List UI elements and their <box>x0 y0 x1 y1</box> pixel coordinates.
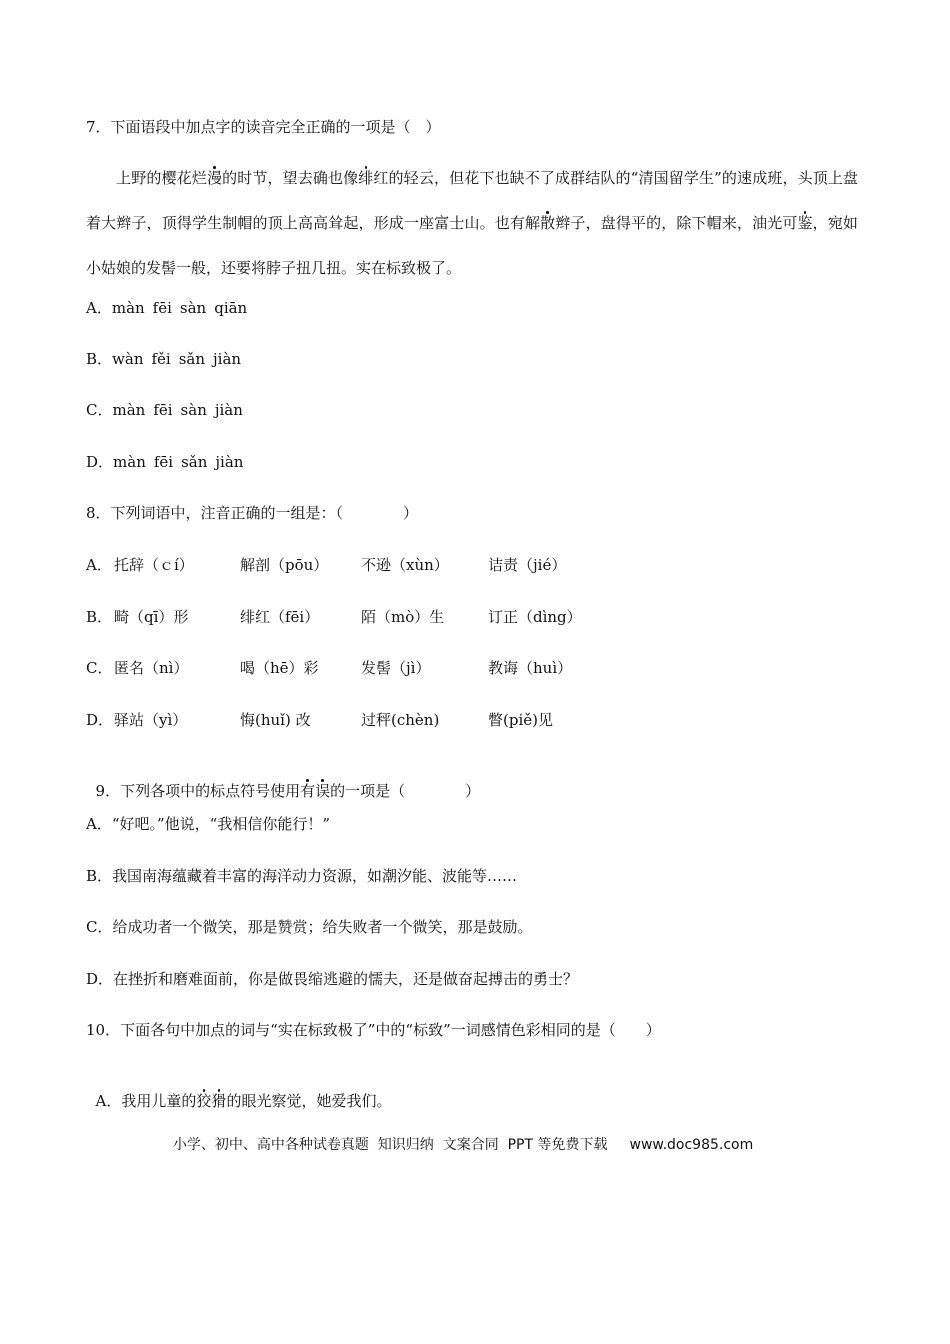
q7-option: B．wàn fěi sǎn jiàn <box>86 350 242 368</box>
pinyin-word: fēi <box>152 299 172 317</box>
word-with-pinyin: 匿名（nì） <box>114 659 189 677</box>
q10-stem: 10．下面各句中加点的词与“实在标致极了”中的“标致”一词感情色彩相同的是（ ） <box>86 1021 661 1039</box>
q8-option: B． 畸（qī）形 绯红（fēi） 陌（mò）生 订正（dìng） <box>86 608 582 626</box>
passage-text: 红的轻云，但花下也缺不了成群结队的“清国留学生”的速成班，头顶上盘着大辫子，顶得学生制帽的顶上高高耸起，形成一座富士山。也有解 <box>86 169 858 232</box>
pinyin-word: sàn <box>180 401 207 419</box>
q9-option: A．“好吧。”他说，“我相信你能行！” <box>86 815 331 833</box>
footer-site-link[interactable]: www.doc985.com <box>629 1137 754 1153</box>
dotted-char: 猾 <box>211 1092 227 1110</box>
word-with-pinyin: 诘责（jié） <box>488 556 567 574</box>
pinyin-word: jiàn <box>215 453 244 471</box>
passage-text: ，宛如小姑娘的发髻一般，还要将脖子扭几扭。实在标致极了。 <box>86 214 858 277</box>
q9-stem: 9．下列各项中的标点符号使用有误的一项是（ ） <box>95 782 481 800</box>
pinyin-word: sǎn <box>178 350 206 368</box>
pinyin-word: màn <box>112 401 146 419</box>
q10-option-a: A．我用儿童的狡猾的眼光察觉，她爱我们。 <box>95 1092 392 1110</box>
word-with-pinyin: 解剖（pōu） <box>240 556 329 574</box>
q7-option: A．màn fēi sàn qiān <box>86 299 248 317</box>
word-with-pinyin: 驿站（yì） <box>114 711 188 729</box>
pinyin-word: màn <box>113 453 146 471</box>
q8-option: C． 匿名（nì） 喝（hē）彩 发髻（jì） 教诲（huì） <box>86 659 573 677</box>
word-with-pinyin: 绯红（fēi） <box>240 608 320 626</box>
word-with-pinyin: 畸（qī）形 <box>114 608 189 626</box>
word-with-pinyin: 喝（hē）彩 <box>240 659 319 677</box>
dotted-char: 散 <box>540 214 556 232</box>
pinyin-word: màn <box>111 299 145 317</box>
dotted-char: 狡 <box>196 1092 212 1110</box>
pinyin-word: sǎn <box>181 453 208 471</box>
passage-text: 上野的樱花烂 <box>116 169 207 187</box>
word-with-pinyin: 不逊（xùn） <box>361 556 449 574</box>
footer-text: 小学、初中、高中各种试卷真题 知识归纳 文案合同 PPT 等免费下载 <box>172 1137 608 1153</box>
page-footer <box>164 1115 753 1155</box>
pinyin-word: sàn <box>179 299 207 317</box>
dotted-char: 误 <box>315 782 331 800</box>
pinyin-word: fěi <box>151 350 171 368</box>
pinyin-word: jiàn <box>213 350 242 368</box>
q9-option: B．我国南海蕴藏着丰富的海洋动力资源，如潮汐能、波能等…… <box>86 867 518 885</box>
passage-text: 辫子，盘得平的，除下帽来，油光可 <box>555 214 798 232</box>
q7-stem: 7．下面语段中加点字的读音完全正确的一项是（ ） <box>86 118 441 136</box>
q8-option: A． 托辞（ｃí） 解剖（pōu） 不逊（xùn） 诘责（jié） <box>86 556 567 574</box>
q9-option: D．在挫折和磨难面前，你是做畏缩逃避的懦夫，还是做奋起搏击的勇士？ <box>86 970 579 988</box>
word-with-pinyin: 陌（mò）生 <box>361 608 445 626</box>
pinyin-word: fēi <box>153 401 173 419</box>
q8-stem: 8．下列词语中，注音正确的一组是：（ ） <box>86 504 419 522</box>
word-with-pinyin: 订正（dìng） <box>488 608 582 626</box>
word-with-pinyin: 悔(huǐ) 改 <box>240 711 311 729</box>
q9-option: C．给成功者一个微笑，那是赞赏；给失败者一个微笑，那是鼓励。 <box>86 918 533 936</box>
word-with-pinyin: 教诲（huì） <box>488 659 573 677</box>
q7-option: D．màn fēi sǎn jiàn <box>86 453 244 471</box>
dotted-char: 鉴 <box>797 214 813 232</box>
q8-option: D． 驿站（yì） 悔(huǐ) 改 过秤(chèn) 瞥(piě)见 <box>86 711 553 729</box>
q7-passage <box>86 156 858 291</box>
pinyin-word: wàn <box>112 350 144 368</box>
pinyin-word: jiàn <box>214 401 243 419</box>
word-with-pinyin: 托辞（ｃí） <box>114 556 194 574</box>
passage-text: 的时节，望去确也像 <box>222 169 359 187</box>
word-with-pinyin: 瞥(piě)见 <box>488 711 553 729</box>
dotted-char: 漫 <box>206 169 223 187</box>
q7-option: C．màn fēi sàn jiàn <box>86 401 243 419</box>
word-with-pinyin: 过秤(chèn) <box>361 711 440 729</box>
word-with-pinyin: 发髻（jì） <box>361 659 431 677</box>
dotted-char: 有 <box>300 782 316 800</box>
dotted-char: 绯 <box>358 169 374 187</box>
pinyin-word: qiān <box>214 299 248 317</box>
pinyin-word: fēi <box>153 453 174 471</box>
